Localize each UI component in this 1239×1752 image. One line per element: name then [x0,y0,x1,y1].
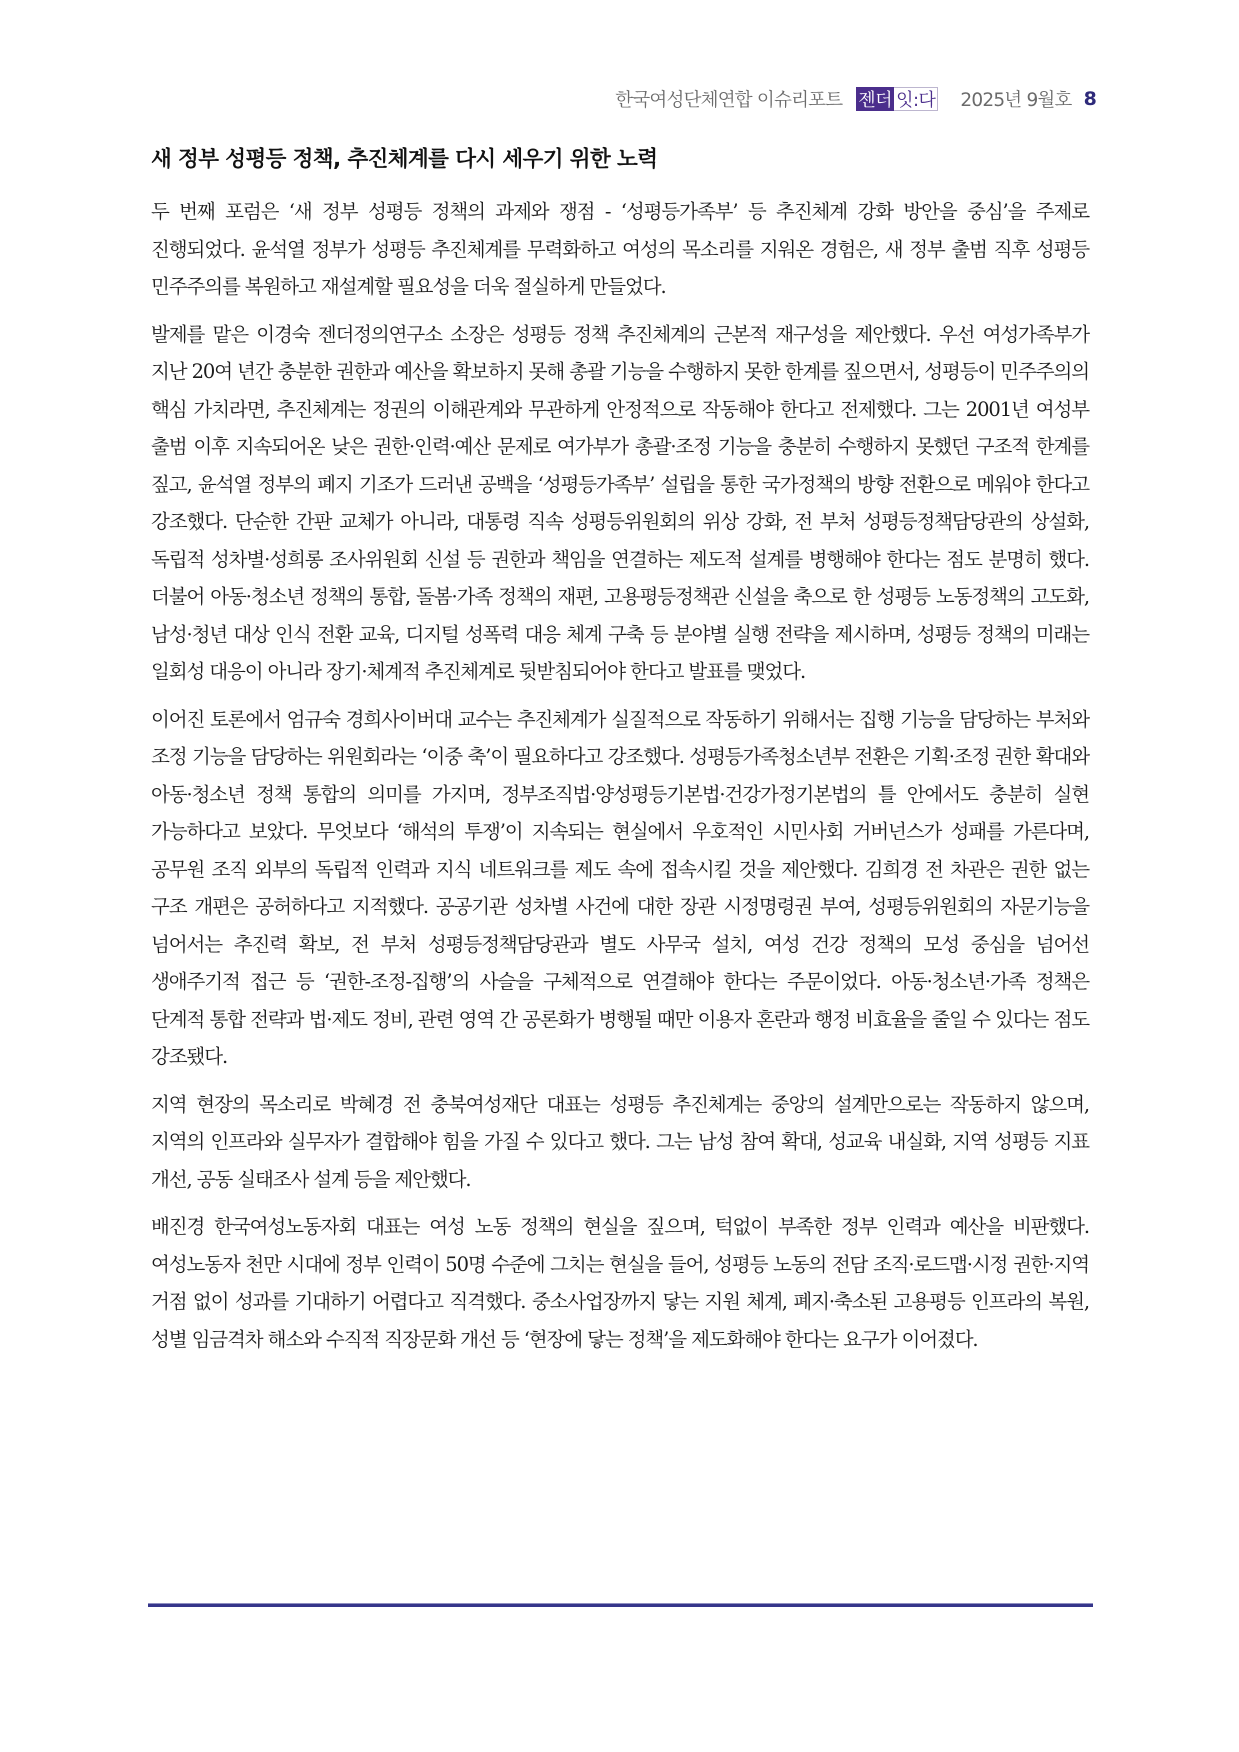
section-title: 새 정부 성평등 정책, 추진체계를 다시 세우기 위한 노력 [151,147,658,172]
footer-divider [148,1603,1093,1607]
brand-logo [856,87,938,111]
page-header [615,86,1096,112]
paragraph-forum-intro: 두 번째 포럼은 ‘새 정부 성평등 정책의 과제와 쟁점 - ‘성평등가족부’ 등 추진체계 강화 방안을 중심’을 주제로 진행되었다. 윤석열 정부가 성평등 추진체계를 무력화하고 여성의 목소리를 지워온 경험은, 새 정부 출범 직후 성평등 민주주의를 복원하고 재설계할 필요성을 더욱 절실하게 만들었다. [151,200,1089,298]
page-number: 8 [1083,88,1096,110]
paragraph-presentation: 발제를 맡은 이경숙 젠더정의연구소 소장은 성평등 정책 추진체계의 근본적 재구성을 제안했다. 우선 여성가족부가 지난 20여 년간 충분한 권한과 예산을 확보하지 못해 총괄 기능을 수행하지 못한 한계를 짚으면서, 성평등이 민주주의의 핵심 가치라면, 추진체계는 정권의 이해관계와 무관하게 안정적으로 작동해야 한다고 전제했다. 그는 2001년 여성부 출범 이후 지속되어온 낮은 권한·인력·예산 문제로 여가부가 총괄·조정 기능을 충분히 수행하지 못했던 구조적 한계를 짚고, 윤석열 정부의 폐지 기조가 드러낸 공백을 ‘성평등가족부’ 설립을 통한 국가정책의 방향 전환으로 메워야 한다고 강조했다. 단순한 간판 교체가 아니라, 대통령 직속 성평등위원회의 위상 강화, 전 부처 성평등정책담당관의 상설화, 독립적 성차별·성희롱 조사위원회 신설 등 권한과 책임을 연결하는 제도적 설계를 병행해야 한다는 점도 분명히 했다. 더불어 아동·청소년 정책의 통합, 돌봄·가족 정책의 재편, 고용평등정책관 신설을 축으로 한 성평등 노동정책의 고도화, 남성·청년 대상 인식 전환 교육, 디지털 성폭력 대응 체계 구축 등 분야별 실행 전략을 제시하며, 성평등 정책의 미래는 일회성 대응이 아니라 장기·체계적 추진체계로 뒷받침되어야 한다고 발표를 맺었다. [151,322,1089,683]
issue-date: 2025년 9월호 [960,90,1072,111]
paragraph-discussion: 이어진 토론에서 엄규숙 경희사이버대 교수는 추진체계가 실질적으로 작동하기 위해서는 집행 기능을 담당하는 부처와 조정 기능을 담당하는 위원회라는 ‘이중 축’이 필요하다고 강조했다. 성평등가족청소년부 전환은 기획·조정 권한 확대와 아동·청소년 정책 통합의 의미를 가지며, 정부조직법·양성평등기본법·건강가정기본법의 틀 안에서도 충분히 실현 가능하다고 보았다. 무엇보다 ‘해석의 투쟁’이 지속되는 현실에서 우호적인 시민사회 거버넌스가 성패를 가른다며, 공무원 조직 외부의 독립적 인력과 지식 네트워크를 제도 속에 접속시킬 것을 제안했다. 김희경 전 차관은 권한 없는 구조 개편은 공허하다고 지적했다. 공공기관 성차별 사건에 대한 장관 시정명령권 부여, 성평등위원회의 자문기능을 넘어서는 추진력 확보, 전 부처 성평등정책담당관과 별도 사무국 설치, 여성 건강 정책의 모성 중심을 넘어선 생애주기적 접근 등 ‘권한-조정-집행’의 사슬을 구체적으로 연결해야 한다는 주문이었다. 아동·청소년·가족 정책은 단계적 통합 전략과 법·제도 정비, 관련 영역 간 공론화가 병행될 때만 이용자 혼란과 행정 비효율을 줄일 수 있다는 점도 강조됐다. [151,707,1089,1068]
paragraph-labor-policy: 배진경 한국여성노동자회 대표는 여성 노동 정책의 현실을 짚으며, 턱없이 부족한 정부 인력과 예산을 비판했다. 여성노동자 천만 시대에 정부 인력이 50명 수준에 그치는 현실을 들어, 성평등 노동의 전담 조직·로드맵·시정 권한·지역 거점 없이 성과를 기대하기 어렵다고 직격했다. 중소사업장까지 닿는 지원 체계, 폐지·축소된 고용평등 인프라의 복원, 성별 임금격차 해소와 수직적 직장문화 개선 등 ‘현장에 닿는 정책’을 제도화해야 한다는 요구가 이어졌다. [151,1215,1089,1351]
article-body [151,145,1089,1368]
brand-logo-dark-part: 젠더 [856,87,894,111]
brand-logo-light-part: 잇:다 [894,87,938,111]
report-series-title: 한국여성단체연합 이슈리포트 [615,90,843,111]
paragraph-regional-voice: 지역 현장의 목소리로 박혜경 전 충북여성재단 대표는 성평등 추진체계는 중앙의 설계만으로는 작동하지 않으며, 지역의 인프라와 실무자가 결합해야 힘을 가질 수 있다고 했다. 그는 남성 참여 확대, 성교육 내실화, 지역 성평등 지표 개선, 공동 실태조사 설계 등을 제안했다. [151,1092,1089,1191]
